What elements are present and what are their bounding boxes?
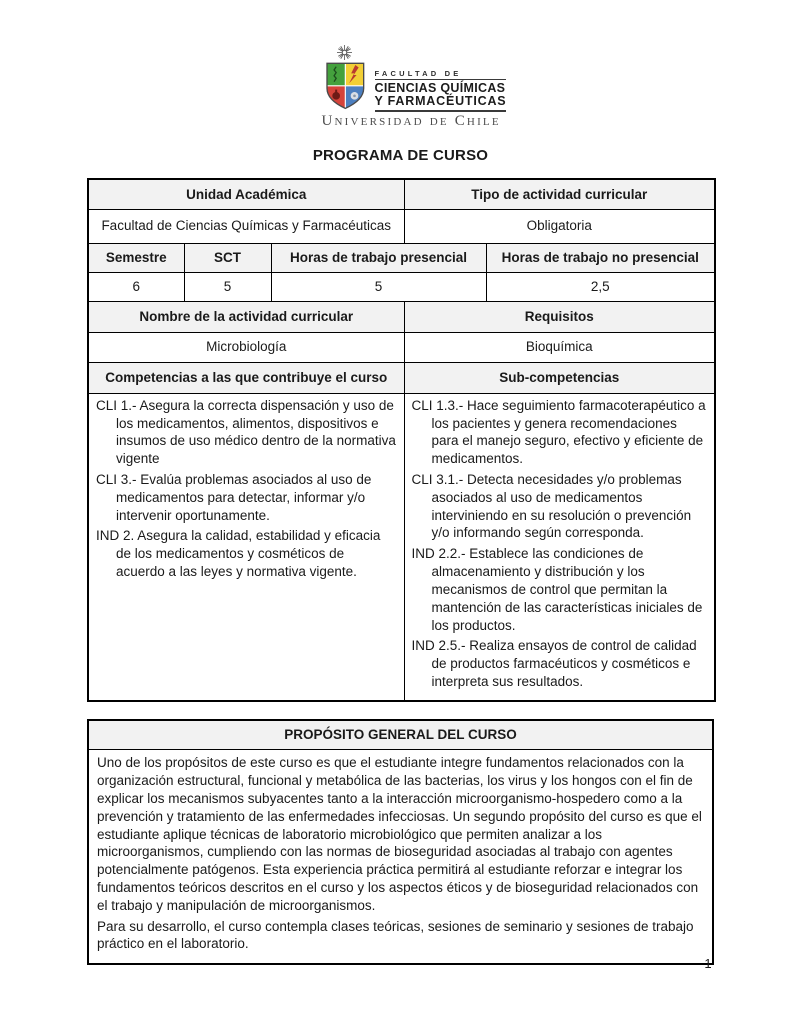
nombre-actividad-value: Microbiología xyxy=(88,332,404,362)
competencia-item: IND 2. Asegura la calidad, estabilidad y eficacia de los medicamentos y cosméticos de acuerdo a las leyes y normativa vigente. xyxy=(96,528,381,580)
unidad-academica-header: Unidad Académica xyxy=(88,179,404,209)
competencias-header: Competencias a las que contribuye el curso xyxy=(88,362,404,393)
university-shield-icon xyxy=(322,45,372,110)
horas-presencial-value: 5 xyxy=(271,272,486,301)
sct-header: SCT xyxy=(184,243,271,272)
semestre-header: Semestre xyxy=(88,243,184,272)
tipo-actividad-value: Obligatoria xyxy=(404,209,715,243)
horas-presencial-header: Horas de trabajo presencial xyxy=(271,243,486,272)
unidad-academica-value: Facultad de Ciencias Químicas y Farmacéuticas xyxy=(88,209,404,243)
subcompetencia-item: IND 2.5.- Realiza ensayos de control de calidad de productos farmacéuticos y cosméticos e interpreta sus resultados. xyxy=(411,638,697,689)
subcompetencias-header: Sub-competencias xyxy=(404,362,715,393)
sct-value: 5 xyxy=(184,272,271,301)
university-logo xyxy=(321,45,507,130)
logo-faculty-text xyxy=(375,45,507,112)
page-number: 1 xyxy=(704,956,712,971)
page-content xyxy=(87,45,714,965)
logo-faculty-line2: CIENCIAS QUÍMICAS xyxy=(374,81,506,95)
competencia-item: CLI 1.- Asegura la correcta dispensación y uso de los medicamentos, alimentos, dispositivos e insumos de uso médico dentro de la normativa vigente xyxy=(96,397,396,467)
requisitos-header: Requisitos xyxy=(404,301,715,332)
proposito-table xyxy=(87,719,714,965)
starburst-icon xyxy=(337,45,352,60)
horas-no-presencial-header: Horas de trabajo no presencial xyxy=(486,243,715,272)
proposito-paragraph: Uno de los propósitos de este curso es que el estudiante integre fundamentos relacionados con la organización estructural, funcional y metabólica de las bacterias, los virus y los hongos con el fin de explicar los mecanismos subyacentes tanto a la interacción microorganismo-hospedero como a la prevención y tratamiento de las enfermedades infecciosas. Un segundo propósito del curso es que el estudiante aplique técnicas de laboratorio microbiológico que permiten analizar a los microorganismos, cumpliendo con las normas de bioseguridad asociadas al trabajo con agentes potencialmente patógenos. Esta experiencia práctica permitirá al estudiante reforzar e integrar los fundamentos teóricos descritos en el curso y los aspectos éticos y de bioseguridad relacionados con el trabajo y manipulación de microorganismos. xyxy=(97,755,702,913)
logo-top-row xyxy=(322,45,507,112)
subcompetencia-item: CLI 1.3.- Hace seguimiento farmacoterapéutico a los pacientes y genera recomendaciones para el manejo seguro, efectivo y eficiente de medicamentos. xyxy=(411,397,706,467)
logo-faculty-line1: FACULTAD DE xyxy=(375,69,507,80)
subcompetencia-item: CLI 3.1.- Detecta necesidades y/o problemas asociados al uso de medicamentos interviniendo en su resolución o prevención y/o informando según corresponda. xyxy=(411,472,692,541)
competencias-cell xyxy=(88,393,404,701)
subcompetencias-cell xyxy=(404,393,715,701)
course-info-table xyxy=(87,178,716,702)
proposito-cell xyxy=(88,750,713,964)
proposito-paragraph: Para su desarrollo, el curso contempla clases teóricas, sesiones de seminario y sesiones de trabajo práctico en el laboratorio. xyxy=(97,918,694,952)
logo-faculty-line3: Y FARMACÉUTICAS xyxy=(375,95,507,112)
horas-no-presencial-value: 2,5 xyxy=(486,272,715,301)
logo-university-name: Universidad de Chile xyxy=(321,113,501,130)
subcompetencia-item: IND 2.2.- Establece las condiciones de almacenamiento y distribución y los mecanismos de control que permitan la mantención de las características iniciales de los productos. xyxy=(411,546,703,633)
nombre-actividad-header: Nombre de la actividad curricular xyxy=(88,301,404,332)
proposito-header: PROPÓSITO GENERAL DEL CURSO xyxy=(88,720,713,750)
page-title: PROGRAMA DE CURSO xyxy=(312,147,489,165)
semestre-value: 6 xyxy=(88,272,184,301)
competencia-item: CLI 3.- Evalúa problemas asociados al uso de medicamentos para detectar, informar y/o intervenir oportunamente. xyxy=(96,472,372,523)
requisitos-value: Bioquímica xyxy=(404,332,715,362)
tipo-actividad-header: Tipo de actividad curricular xyxy=(404,179,715,209)
